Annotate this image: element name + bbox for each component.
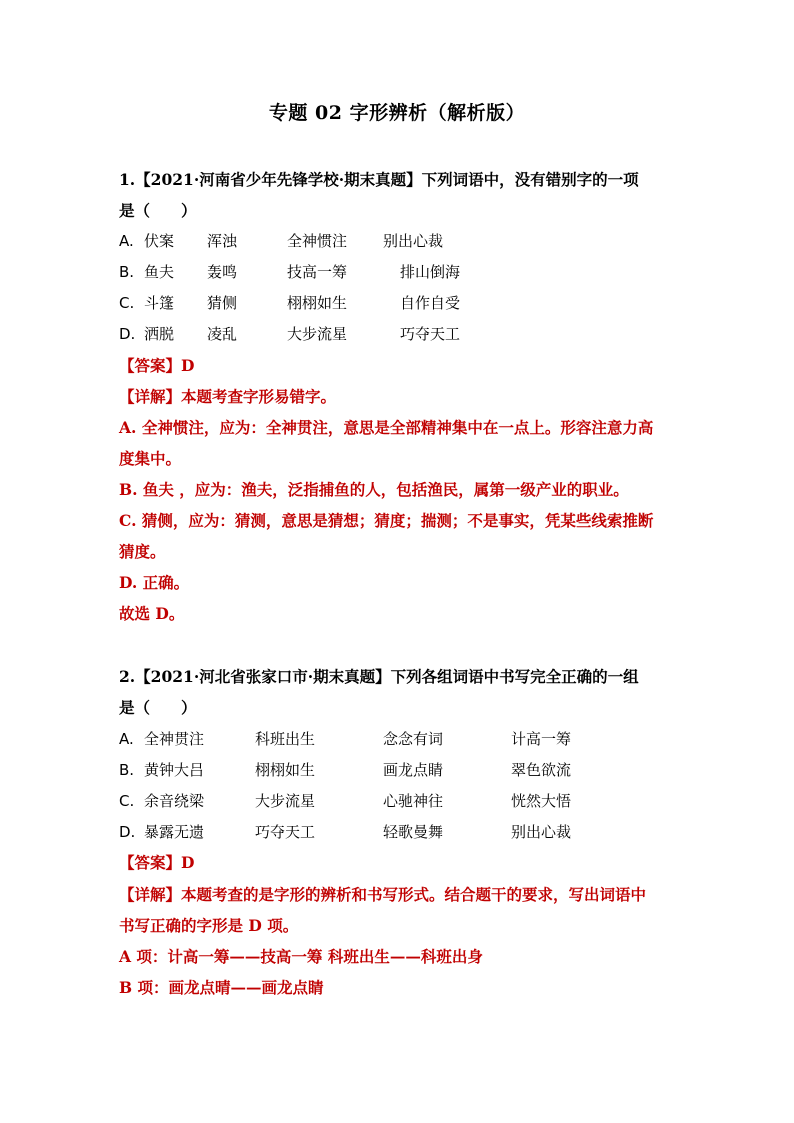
answer-tag: 【答案】 — [119, 356, 182, 375]
question-1-explanation-line: C. 猜侧，应为：猜测，意思是猜想；猜度；揣测；不是事实，凭某些线索推断 — [119, 511, 654, 530]
question-1-explanation-line: 故选 D。 — [119, 604, 185, 623]
option-label: B. — [119, 761, 135, 779]
option-label: D. — [119, 325, 136, 343]
answer-value: D — [181, 356, 195, 375]
option-word: 全神惯注 — [287, 232, 348, 250]
option-word: 栩栩如生 — [255, 761, 316, 779]
option-word: 巧夺天工 — [400, 325, 461, 343]
option-word: 排山倒海 — [400, 263, 461, 281]
question-1-detail — [119, 387, 336, 407]
option-word: 暴露无遗 — [144, 823, 205, 841]
question-1-explanation-line: 猜度。 — [119, 542, 166, 561]
question-2-answer — [119, 853, 194, 873]
question-2-explanation-line: A 项：计高一筹——技高一筹 科班出生——科班出身 — [119, 947, 483, 966]
option-word: 科班出生 — [255, 730, 316, 748]
option-word: 恍然大悟 — [511, 792, 572, 810]
question-1-stem-line-1: 1.【2021·河南省少年先锋学校·期末真题】下列词语中，没有错别字的一项 — [119, 170, 639, 189]
option-word: 轰鸣 — [207, 263, 238, 281]
question-1-stem-line-2: 是（ ） — [119, 201, 197, 220]
page-title: 专题 02 字形辨析（解析版） — [268, 102, 526, 124]
question-2-explanation-line: 书写正确的字形是 D 项。 — [119, 916, 299, 935]
option-word: 巧夺天工 — [255, 823, 316, 841]
question-2-explanation-line: B 项：画龙点晴——画龙点睛 — [119, 978, 324, 997]
option-word: 画龙点睛 — [383, 761, 444, 779]
option-word: 鱼夫 — [144, 263, 175, 281]
detail-text: 本题考查的是字形的辨析和书写形式。结合题干的要求，写出词语中 — [181, 885, 647, 904]
option-word: 别出心裁 — [383, 232, 444, 250]
option-label: D. — [119, 823, 136, 841]
option-label: C. — [119, 294, 135, 312]
option-label: B. — [119, 263, 135, 281]
option-word: 自作自受 — [400, 294, 461, 312]
option-word: 心驰神往 — [383, 792, 444, 810]
option-word: 伏案 — [144, 232, 175, 250]
option-word: 计高一筹 — [511, 730, 572, 748]
option-word: 翠色欲流 — [511, 761, 572, 779]
option-label: C. — [119, 792, 135, 810]
option-word: 黄钟大吕 — [144, 761, 205, 779]
option-word: 念念有词 — [383, 730, 444, 748]
option-word: 别出心裁 — [511, 823, 572, 841]
option-word: 技高一筹 — [287, 263, 348, 281]
option-word: 全神贯注 — [144, 730, 205, 748]
option-word: 凌乱 — [207, 325, 238, 343]
option-word: 洒脱 — [144, 325, 175, 343]
question-1-explanation-line: A. 全神惯注，应为：全神贯注，意思是全部精神集中在一点上。形容注意力高 — [119, 418, 654, 437]
option-word: 栩栩如生 — [287, 294, 348, 312]
option-word: 猜侧 — [207, 294, 238, 312]
answer-tag: 【答案】 — [119, 853, 182, 872]
question-2-stem-line-2: 是（ ） — [119, 698, 197, 717]
question-2-stem-line-1: 2.【2021·河北省张家口市·期末真题】下列各组词语中书写完全正确的一组 — [119, 667, 639, 686]
option-word: 余音绕梁 — [144, 792, 205, 810]
question-1-explanation-line: 度集中。 — [119, 449, 182, 468]
option-label: A. — [119, 232, 134, 250]
option-word: 轻歌曼舞 — [383, 823, 444, 841]
question-1-answer — [119, 356, 194, 376]
question-1-explanation-line: D. 正确。 — [119, 573, 190, 592]
option-label: A. — [119, 730, 134, 748]
option-word: 大步流星 — [255, 792, 316, 810]
detail-text: 本题考查字形易错字。 — [181, 387, 337, 406]
option-word: 浑浊 — [207, 232, 238, 250]
detail-tag: 【详解】 — [119, 387, 182, 406]
detail-tag: 【详解】 — [119, 885, 182, 904]
option-word: 斗篷 — [144, 294, 175, 312]
option-word: 大步流星 — [287, 325, 348, 343]
question-1-explanation-line: B. 鱼夫 ，应为：渔夫，泛指捕鱼的人，包括渔民，属第一级产业的职业。 — [119, 480, 629, 499]
answer-value: D — [181, 853, 195, 872]
question-2-detail — [119, 885, 646, 905]
